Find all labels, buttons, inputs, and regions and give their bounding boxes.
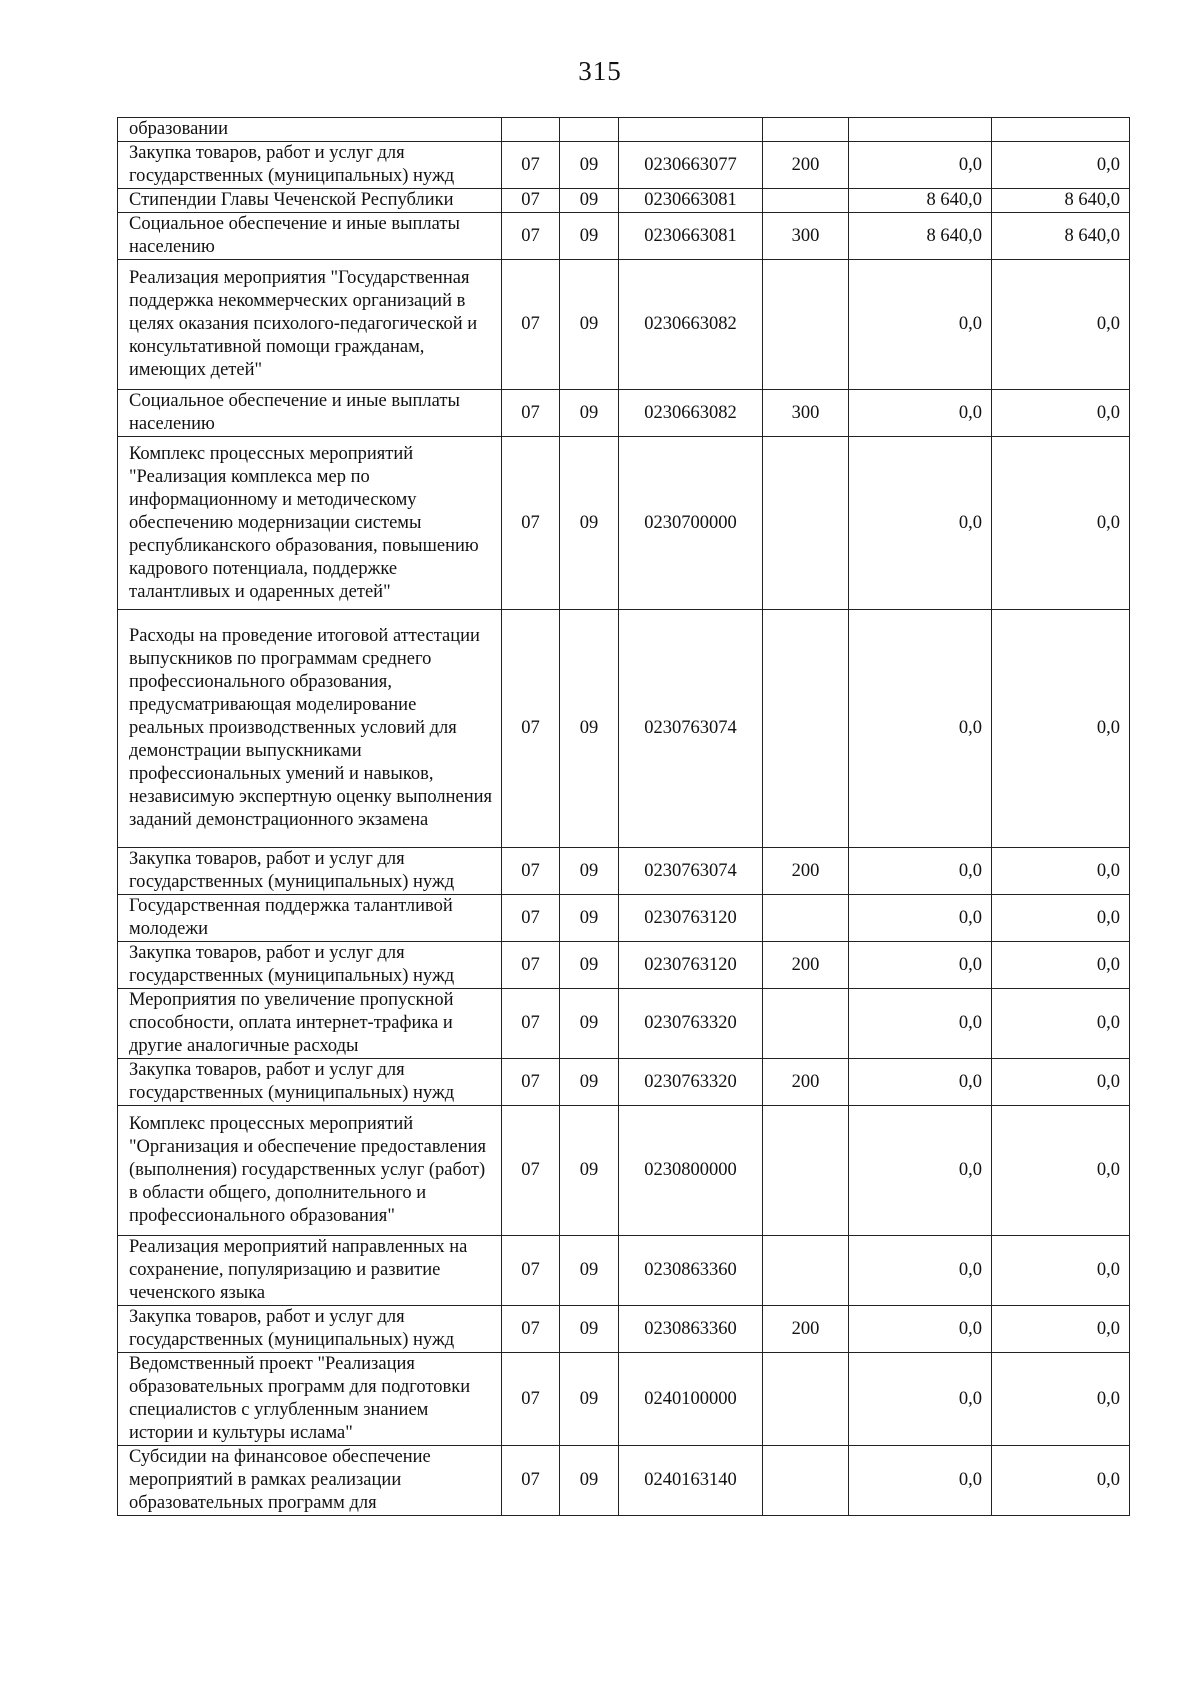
cell-target-article: 0230763074 (619, 610, 763, 848)
cell-expense-type (763, 189, 849, 213)
cell-amount-2 (992, 118, 1130, 142)
cell-name: Расходы на проведение итоговой аттестации выпускников по программам среднего профессионального образования, предусматривающая моделирование реальных производственных условий для демонстрации выпускниками профессиональных умений и навыков, независимую экспертную оценку выполнения заданий демонстрационного экзамена (118, 610, 502, 848)
cell-subsection: 09 (560, 1306, 619, 1353)
cell-amount-2: 0,0 (992, 1353, 1130, 1446)
cell-expense-type: 300 (763, 213, 849, 260)
cell-section: 07 (502, 1446, 560, 1516)
cell-name: Закупка товаров, работ и услуг для государственных (муниципальных) нужд (118, 942, 502, 989)
cell-name: Ведомственный проект "Реализация образовательных программ для подготовки специалистов с углубленным знанием истории и культуры ислама" (118, 1353, 502, 1446)
cell-amount-2: 0,0 (992, 260, 1130, 390)
cell-amount-1: 8 640,0 (849, 213, 992, 260)
cell-subsection: 09 (560, 942, 619, 989)
cell-expense-type: 200 (763, 1059, 849, 1106)
cell-amount-1: 0,0 (849, 1106, 992, 1236)
cell-target-article: 0230800000 (619, 1106, 763, 1236)
cell-subsection: 09 (560, 1236, 619, 1306)
cell-name: Реализация мероприятий направленных на сохранение, популяризацию и развитие чеченского языка (118, 1236, 502, 1306)
cell-expense-type (763, 437, 849, 610)
cell-section: 07 (502, 390, 560, 437)
table-row (118, 1353, 1130, 1446)
cell-expense-type (763, 610, 849, 848)
cell-subsection: 09 (560, 1106, 619, 1236)
cell-subsection: 09 (560, 390, 619, 437)
cell-amount-2: 0,0 (992, 610, 1130, 848)
cell-expense-type: 200 (763, 848, 849, 895)
cell-target-article: 0230763320 (619, 989, 763, 1059)
cell-target-article: 0230863360 (619, 1236, 763, 1306)
cell-target-article: 0230763074 (619, 848, 763, 895)
table-row (118, 1106, 1130, 1236)
page-number: 315 (578, 56, 622, 86)
cell-name: Закупка товаров, работ и услуг для государственных (муниципальных) нужд (118, 1059, 502, 1106)
table-row (118, 848, 1130, 895)
cell-expense-type (763, 1236, 849, 1306)
cell-expense-type (763, 1106, 849, 1236)
table-row (118, 989, 1130, 1059)
cell-subsection: 09 (560, 260, 619, 390)
cell-name: Реализация мероприятия "Государственная поддержка некоммерческих организаций в целях оказания психолого-педагогической и консультативной помощи гражданам, имеющих детей" (118, 260, 502, 390)
cell-subsection: 09 (560, 189, 619, 213)
cell-subsection: 09 (560, 610, 619, 848)
cell-amount-2: 0,0 (992, 1446, 1130, 1516)
cell-section: 07 (502, 1353, 560, 1446)
cell-amount-1: 0,0 (849, 437, 992, 610)
cell-amount-2: 0,0 (992, 1106, 1130, 1236)
table-body (118, 118, 1130, 1516)
cell-amount-1: 0,0 (849, 1446, 992, 1516)
cell-target-article: 0230663082 (619, 390, 763, 437)
cell-target-article: 0240163140 (619, 1446, 763, 1516)
table-row (118, 1306, 1130, 1353)
cell-section: 07 (502, 142, 560, 189)
cell-expense-type (763, 118, 849, 142)
cell-name: Комплекс процессных мероприятий "Реализация комплекса мер по информационному и методическому обеспечению модернизации системы республиканского образования, повышению кадрового потенциала, поддержке талантливых и одаренных детей" (118, 437, 502, 610)
cell-amount-1: 0,0 (849, 1236, 992, 1306)
table-row (118, 118, 1130, 142)
cell-subsection: 09 (560, 1059, 619, 1106)
cell-section (502, 118, 560, 142)
table-row (118, 437, 1130, 610)
table-row (118, 213, 1130, 260)
cell-subsection: 09 (560, 1353, 619, 1446)
cell-expense-type (763, 1353, 849, 1446)
cell-section: 07 (502, 1236, 560, 1306)
table-row (118, 1446, 1130, 1516)
cell-subsection: 09 (560, 848, 619, 895)
cell-expense-type: 200 (763, 1306, 849, 1353)
cell-expense-type: 200 (763, 142, 849, 189)
cell-subsection (560, 118, 619, 142)
table-row (118, 942, 1130, 989)
table-row (118, 610, 1130, 848)
cell-expense-type (763, 1446, 849, 1516)
cell-expense-type: 300 (763, 390, 849, 437)
cell-subsection: 09 (560, 213, 619, 260)
budget-table (117, 117, 1130, 1516)
cell-target-article (619, 118, 763, 142)
table-row (118, 390, 1130, 437)
cell-expense-type (763, 989, 849, 1059)
cell-amount-1: 0,0 (849, 1059, 992, 1106)
cell-section: 07 (502, 848, 560, 895)
cell-amount-2: 0,0 (992, 437, 1130, 610)
cell-name: Закупка товаров, работ и услуг для государственных (муниципальных) нужд (118, 848, 502, 895)
table-row (118, 1236, 1130, 1306)
cell-section: 07 (502, 189, 560, 213)
cell-subsection: 09 (560, 895, 619, 942)
cell-amount-2: 0,0 (992, 942, 1130, 989)
table-row (118, 189, 1130, 213)
cell-amount-1: 0,0 (849, 1306, 992, 1353)
cell-amount-2: 0,0 (992, 1059, 1130, 1106)
cell-target-article: 0230663081 (619, 213, 763, 260)
cell-name: Государственная поддержка талантливой молодежи (118, 895, 502, 942)
cell-name: образовании (118, 118, 502, 142)
cell-amount-1: 0,0 (849, 610, 992, 848)
cell-amount-1: 0,0 (849, 942, 992, 989)
cell-name: Социальное обеспечение и иные выплаты населению (118, 390, 502, 437)
cell-target-article: 0230763320 (619, 1059, 763, 1106)
cell-amount-2: 0,0 (992, 1236, 1130, 1306)
cell-name: Социальное обеспечение и иные выплаты населению (118, 213, 502, 260)
cell-amount-2: 0,0 (992, 1306, 1130, 1353)
cell-subsection: 09 (560, 437, 619, 610)
cell-amount-2: 0,0 (992, 848, 1130, 895)
cell-name: Субсидии на финансовое обеспечение мероприятий в рамках реализации образовательных программ для (118, 1446, 502, 1516)
cell-subsection: 09 (560, 989, 619, 1059)
cell-target-article: 0230663081 (619, 189, 763, 213)
cell-target-article: 0230763120 (619, 895, 763, 942)
cell-expense-type (763, 895, 849, 942)
cell-amount-1 (849, 118, 992, 142)
cell-target-article: 0230700000 (619, 437, 763, 610)
cell-name: Комплекс процессных мероприятий "Организация и обеспечение предоставления (выполнения) государственных услуг (работ) в области общего, дополнительного и профессионального образования" (118, 1106, 502, 1236)
cell-name: Закупка товаров, работ и услуг для государственных (муниципальных) нужд (118, 142, 502, 189)
cell-section: 07 (502, 989, 560, 1059)
cell-target-article: 0230663082 (619, 260, 763, 390)
cell-name: Закупка товаров, работ и услуг для государственных (муниципальных) нужд (118, 1306, 502, 1353)
cell-expense-type (763, 260, 849, 390)
cell-amount-2: 8 640,0 (992, 213, 1130, 260)
cell-target-article: 0230763120 (619, 942, 763, 989)
cell-amount-1: 8 640,0 (849, 189, 992, 213)
cell-subsection: 09 (560, 1446, 619, 1516)
cell-amount-2: 0,0 (992, 989, 1130, 1059)
cell-target-article: 0230663077 (619, 142, 763, 189)
cell-amount-1: 0,0 (849, 142, 992, 189)
cell-subsection: 09 (560, 142, 619, 189)
cell-amount-2: 8 640,0 (992, 189, 1130, 213)
cell-name: Стипендии Главы Чеченской Республики (118, 189, 502, 213)
cell-amount-2: 0,0 (992, 142, 1130, 189)
cell-target-article: 0230863360 (619, 1306, 763, 1353)
cell-amount-1: 0,0 (849, 1353, 992, 1446)
cell-section: 07 (502, 260, 560, 390)
cell-amount-1: 0,0 (849, 390, 992, 437)
cell-amount-1: 0,0 (849, 260, 992, 390)
cell-target-article: 0240100000 (619, 1353, 763, 1446)
cell-section: 07 (502, 437, 560, 610)
cell-section: 07 (502, 213, 560, 260)
table-row (118, 1059, 1130, 1106)
cell-amount-1: 0,0 (849, 989, 992, 1059)
cell-section: 07 (502, 610, 560, 848)
cell-section: 07 (502, 895, 560, 942)
cell-amount-2: 0,0 (992, 390, 1130, 437)
cell-amount-2: 0,0 (992, 895, 1130, 942)
cell-section: 07 (502, 942, 560, 989)
table-row (118, 260, 1130, 390)
table-row (118, 142, 1130, 189)
cell-amount-1: 0,0 (849, 895, 992, 942)
cell-section: 07 (502, 1059, 560, 1106)
cell-name: Мероприятия по увеличение пропускной способности, оплата интернет-трафика и другие аналогичные расходы (118, 989, 502, 1059)
cell-expense-type: 200 (763, 942, 849, 989)
cell-section: 07 (502, 1106, 560, 1236)
table-row (118, 895, 1130, 942)
cell-amount-1: 0,0 (849, 848, 992, 895)
cell-section: 07 (502, 1306, 560, 1353)
